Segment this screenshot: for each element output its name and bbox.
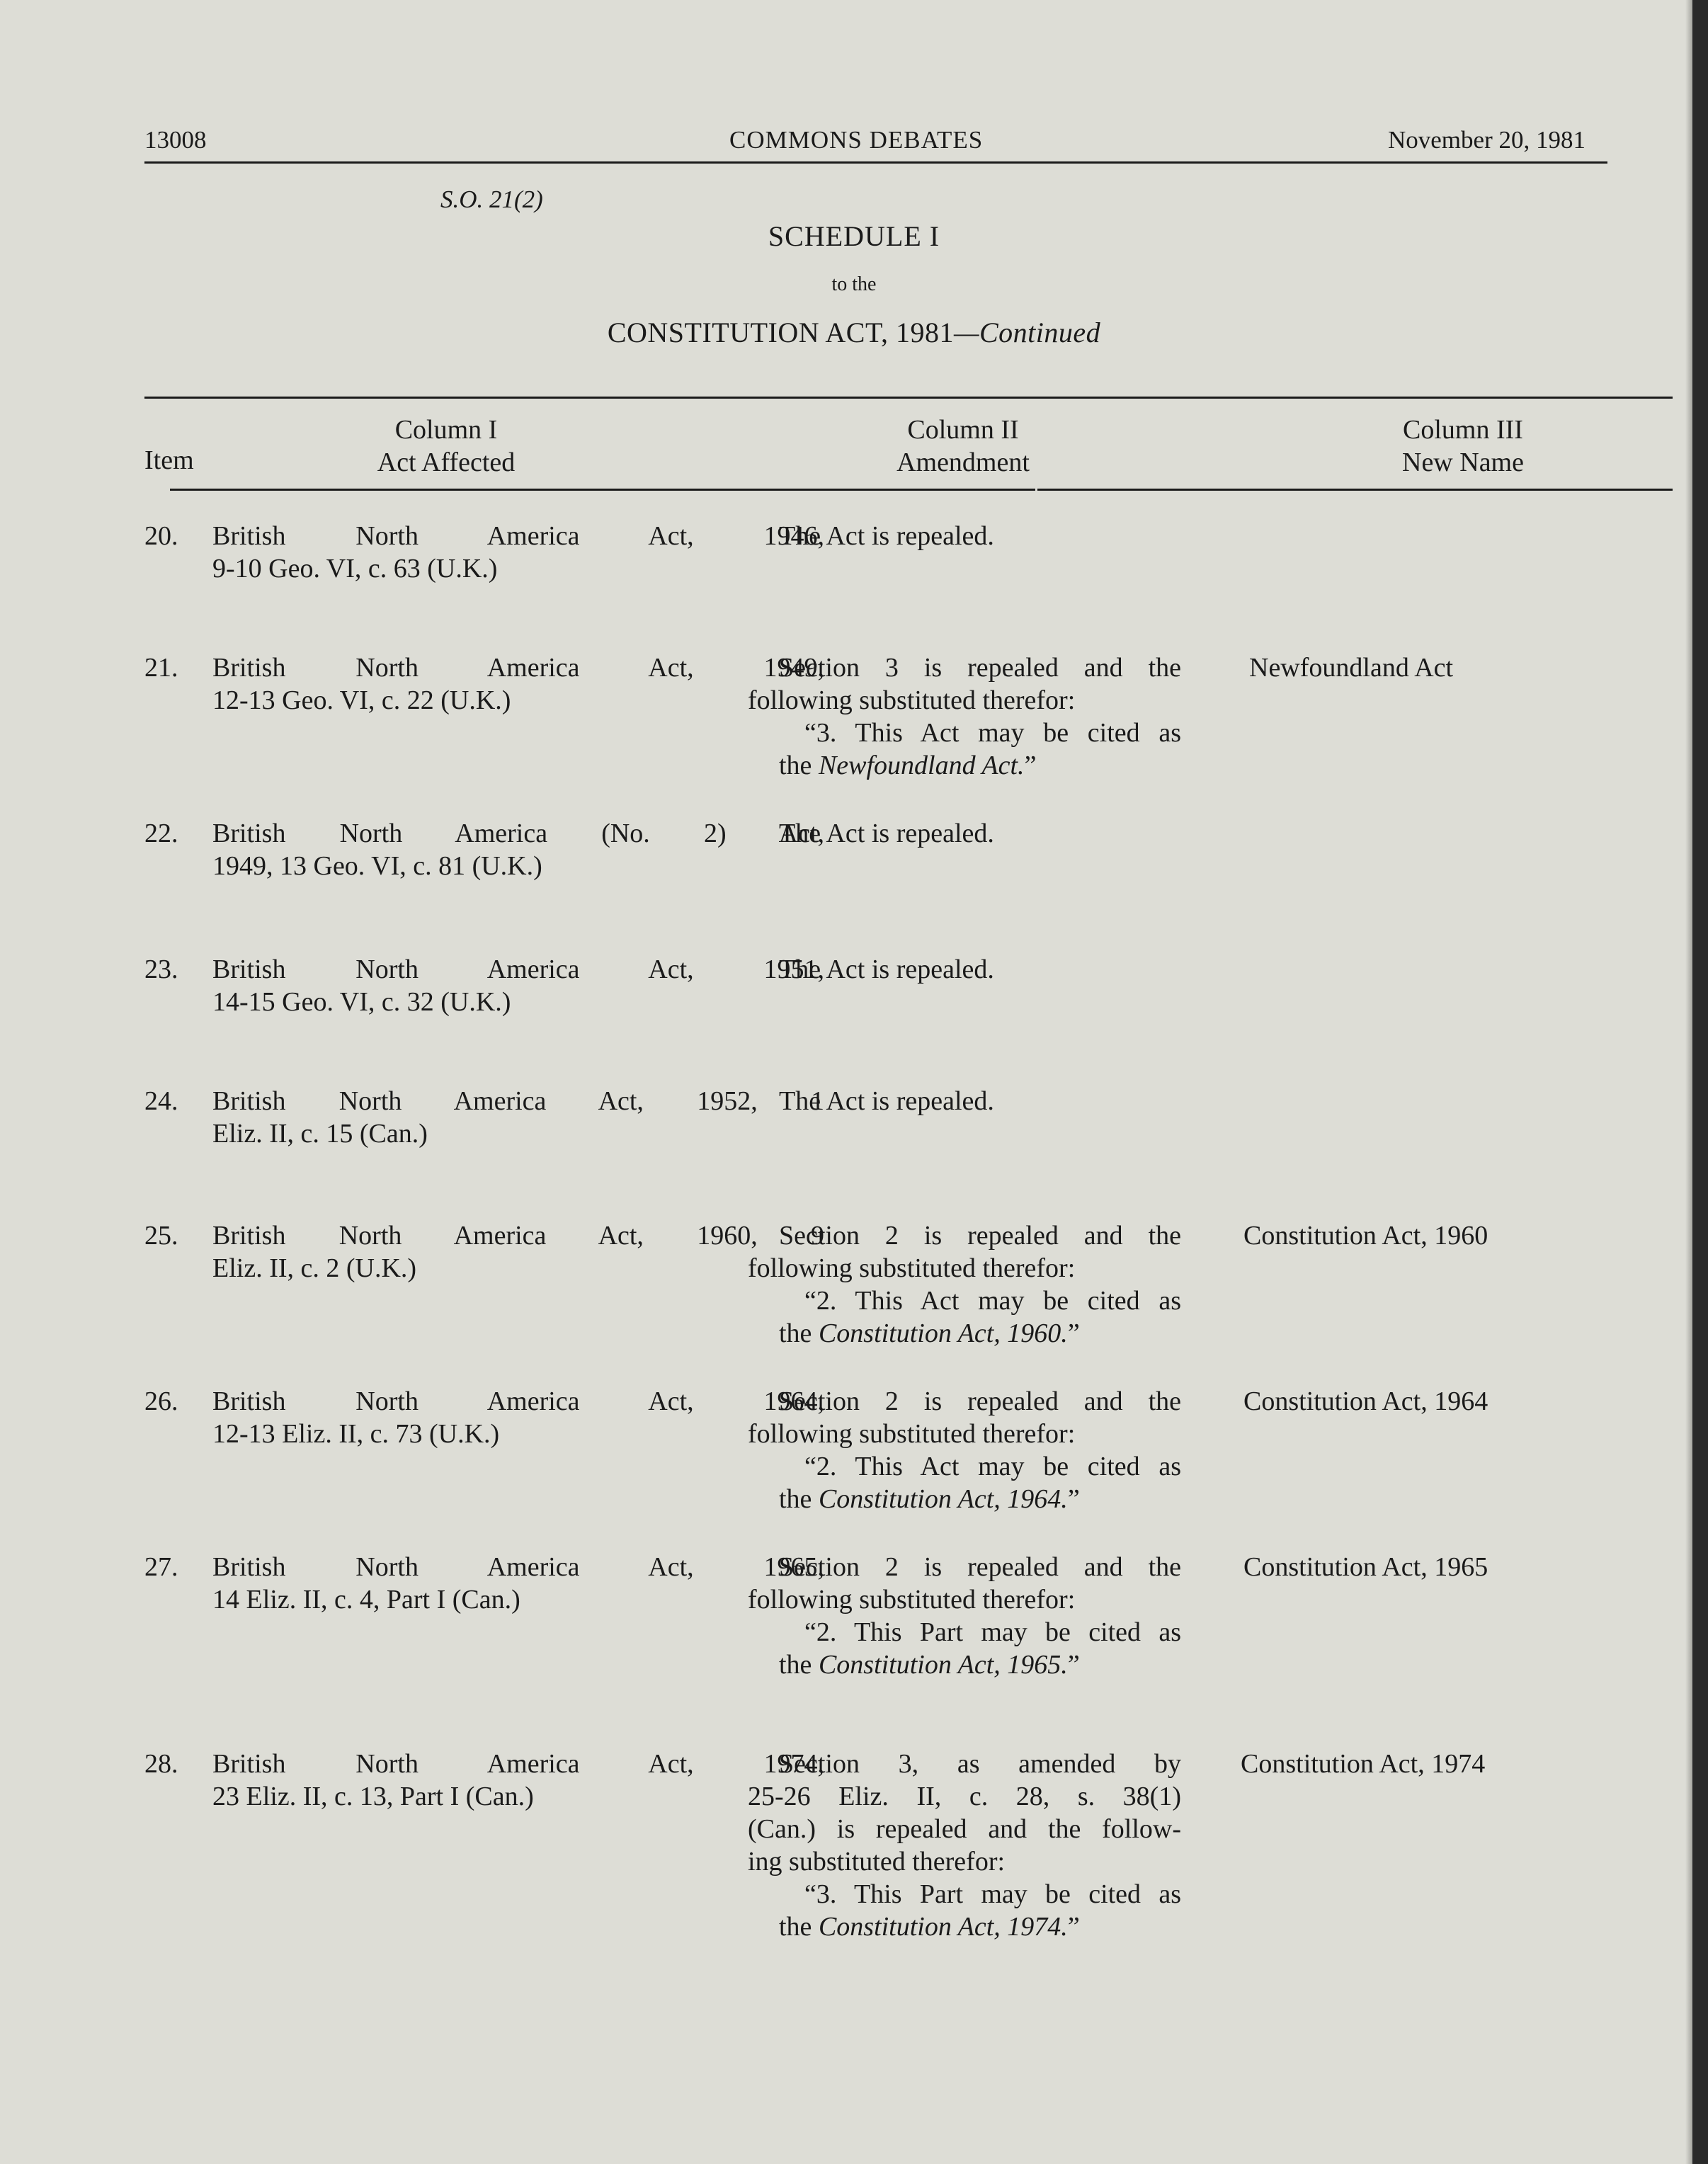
item-number: 25. xyxy=(144,1221,178,1251)
page-number: 13008 xyxy=(144,126,207,154)
act-line: British North America Act, 1974, xyxy=(212,1749,824,1779)
amendment-line: Section 2 is repealed and the xyxy=(779,1221,1181,1251)
amendment-title: Constitution Act, 1974. xyxy=(818,1912,1068,1942)
act-line: British North America Act, 1952, 1 xyxy=(212,1086,824,1116)
new-name: Constitution Act, 1974 xyxy=(1241,1749,1486,1779)
act-line: 23 Eliz. II, c. 13, Part I (Can.) xyxy=(212,1782,534,1811)
amendment-quote: ” xyxy=(1024,751,1037,780)
amendment-line: The Act is repealed. xyxy=(779,955,994,984)
amendment-text: the xyxy=(779,1650,819,1680)
amendment-line: Section 2 is repealed and the xyxy=(779,1552,1181,1582)
new-name: Constitution Act, 1964 xyxy=(1243,1386,1488,1416)
act-line: British North America Act, 1960, 9 xyxy=(212,1221,824,1251)
schedule-to-the: to the xyxy=(831,273,877,295)
amendment xyxy=(748,1385,1181,1515)
new-name: Newfoundland Act xyxy=(1249,653,1454,683)
item-number: 27. xyxy=(144,1552,178,1582)
act-affected xyxy=(212,651,824,717)
act-line: 12-13 Geo. VI, c. 22 (U.K.) xyxy=(212,685,511,715)
amendment-line: 25-26 Eliz. II, c. 28, s. 38(1) xyxy=(748,1782,1181,1811)
act-line: 9-10 Geo. VI, c. 63 (U.K.) xyxy=(212,554,498,583)
act-affected xyxy=(212,1085,824,1150)
act-affected xyxy=(212,1551,824,1616)
act-affected xyxy=(212,817,824,882)
amendment-line xyxy=(748,749,1181,782)
amendment-text: the xyxy=(779,1484,819,1514)
schedule-act-title xyxy=(0,316,1708,349)
act-line: British North America Act, 1946, xyxy=(212,521,824,551)
amendment-line: The Act is repealed. xyxy=(779,819,994,848)
column-header-2-line1: Column II xyxy=(907,415,1019,445)
amendment-title: Constitution Act, 1960. xyxy=(818,1319,1068,1348)
continued-label: —Continued xyxy=(953,317,1101,348)
item-number: 28. xyxy=(144,1749,178,1779)
amendment-quote: ” xyxy=(1067,1319,1080,1348)
item-number: 26. xyxy=(144,1386,178,1416)
amendment xyxy=(748,953,1181,986)
amendment-line: ing substituted therefor: xyxy=(748,1847,1006,1877)
amendment-line: Section 3 is repealed and the xyxy=(779,653,1181,683)
amendment-line: following substituted therefor: xyxy=(748,1585,1076,1615)
act-line: 1949, 13 Geo. VI, c. 81 (U.K.) xyxy=(212,851,542,881)
amendment-line: following substituted therefor: xyxy=(748,1253,1076,1283)
column-header-1 xyxy=(304,414,588,479)
act-line: British North America (No. 2) Act, xyxy=(212,819,824,848)
act-affected xyxy=(212,1219,824,1285)
act-line: British North America Act, 1949, xyxy=(212,653,824,683)
column-header-3-line1: Column III xyxy=(1403,415,1523,445)
amendment-line xyxy=(748,1317,1181,1350)
amendment-line: “2. This Part may be cited as xyxy=(804,1617,1181,1647)
amendment-line: Section 3, as amended by xyxy=(779,1749,1181,1779)
act-line: 14 Eliz. II, c. 4, Part I (Can.) xyxy=(212,1585,520,1615)
amendment-title: Constitution Act, 1964. xyxy=(818,1484,1068,1514)
amendment-quote: ” xyxy=(1067,1912,1080,1942)
column-header-1-line2: Act Affected xyxy=(377,448,516,477)
amendment-title: Newfoundland Act. xyxy=(818,751,1025,780)
amendment xyxy=(748,1085,1181,1117)
amendment-line: The Act is repealed. xyxy=(779,1086,994,1116)
amendment-quote: ” xyxy=(1067,1484,1080,1514)
amendment xyxy=(748,1219,1181,1350)
amendment-line xyxy=(748,1910,1181,1943)
amendment xyxy=(748,1551,1181,1681)
act-affected xyxy=(212,953,824,1018)
amendment-title: Constitution Act, 1965. xyxy=(818,1650,1068,1680)
amendment-text: the xyxy=(779,1912,819,1942)
act-affected xyxy=(212,1748,824,1813)
act-line: British North America Act, 1951, xyxy=(212,955,824,984)
schedule-title: SCHEDULE I xyxy=(768,220,940,252)
amendment-text: the xyxy=(779,751,819,780)
amendment xyxy=(748,1748,1181,1943)
act-line: 14-15 Geo. VI, c. 32 (U.K.) xyxy=(212,987,511,1017)
act-line: Eliz. II, c. 2 (U.K.) xyxy=(212,1253,417,1283)
act-affected xyxy=(212,1385,824,1450)
amendment-line xyxy=(748,1648,1181,1681)
amendment-line: “2. This Act may be cited as xyxy=(804,1452,1181,1481)
act-name: CONSTITUTION ACT, 1981 xyxy=(607,317,954,348)
header-bottom-rule-left xyxy=(170,489,1035,491)
amendment-line: following substituted therefor: xyxy=(748,1419,1076,1449)
item-number: 22. xyxy=(144,819,178,848)
amendment-line: The Act is repealed. xyxy=(779,521,994,551)
item-number: 23. xyxy=(144,955,178,984)
item-number: 20. xyxy=(144,521,178,551)
amendment-text: the xyxy=(779,1319,819,1348)
act-line: Eliz. II, c. 15 (Can.) xyxy=(212,1119,428,1149)
standing-order: S.O. 21(2) xyxy=(440,186,543,213)
publication-date: November 20, 1981 xyxy=(1388,126,1585,154)
header-rule xyxy=(144,161,1607,164)
column-header-1-line1: Column I xyxy=(394,415,498,445)
item-number: 21. xyxy=(144,653,178,683)
amendment-line: Section 2 is repealed and the xyxy=(779,1386,1181,1416)
column-header-3-line2: New Name xyxy=(1402,448,1524,477)
act-line: British North America Act, 1965, xyxy=(212,1552,824,1582)
amendment-line: “2. This Act may be cited as xyxy=(804,1286,1181,1316)
item-number: 24. xyxy=(144,1086,178,1116)
act-line: British North America Act, 1964, xyxy=(212,1386,824,1416)
amendment-line xyxy=(748,1483,1181,1515)
column-header-3 xyxy=(1321,414,1605,479)
amendment-line: following substituted therefor: xyxy=(748,685,1076,715)
new-name: Constitution Act, 1960 xyxy=(1243,1221,1488,1251)
act-affected xyxy=(212,520,824,585)
header-bottom-rule-right xyxy=(1037,489,1673,491)
amendment-line: “3. This Part may be cited as xyxy=(804,1879,1181,1909)
amendment-line: (Can.) is repealed and the follow- xyxy=(748,1814,1181,1844)
act-line: 12-13 Eliz. II, c. 73 (U.K.) xyxy=(212,1419,500,1449)
amendment xyxy=(748,520,1181,552)
amendment-quote: ” xyxy=(1067,1650,1080,1680)
publication-title: COMMONS DEBATES xyxy=(729,126,984,154)
new-name: Constitution Act, 1965 xyxy=(1243,1552,1488,1582)
amendment-line: “3. This Act may be cited as xyxy=(804,718,1181,748)
amendment xyxy=(748,817,1181,850)
column-header-2 xyxy=(821,414,1105,479)
column-header-item: Item xyxy=(144,445,194,475)
amendment xyxy=(748,651,1181,782)
table-top-rule xyxy=(144,397,1673,399)
column-header-2-line2: Amendment xyxy=(896,448,1030,477)
